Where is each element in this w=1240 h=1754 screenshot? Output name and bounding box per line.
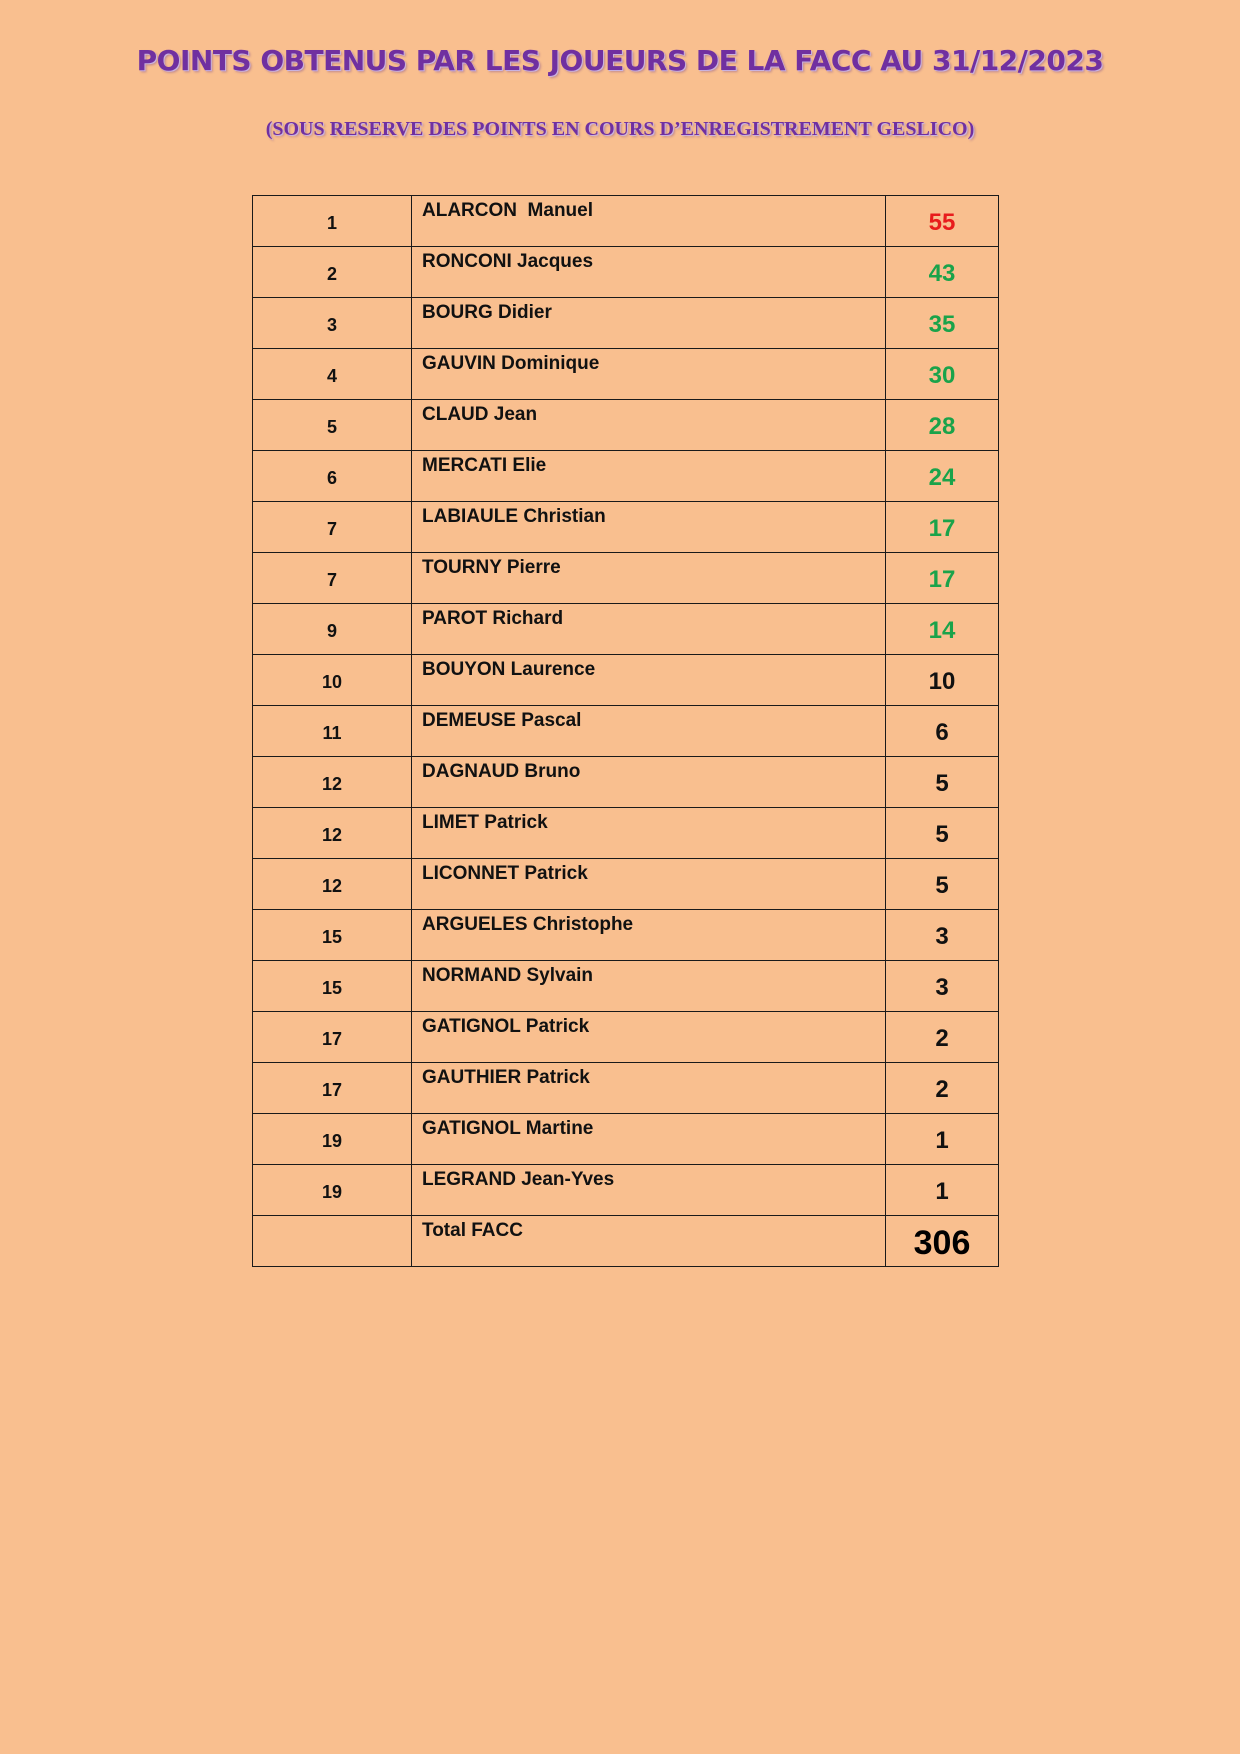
player-name-cell: LEGRAND Jean-Yves bbox=[412, 1165, 886, 1216]
total-label: Total FACC bbox=[412, 1216, 886, 1267]
player-name-cell: LIMET Patrick bbox=[412, 808, 886, 859]
rank-cell: 19 bbox=[253, 1114, 412, 1165]
table-row bbox=[253, 400, 999, 451]
player-name-cell: CLAUD Jean bbox=[412, 400, 886, 451]
player-name-cell: NORMAND Sylvain bbox=[412, 961, 886, 1012]
table-row bbox=[253, 1114, 999, 1165]
points-cell: 30 bbox=[886, 349, 999, 400]
table-row bbox=[253, 1063, 999, 1114]
points-cell: 35 bbox=[886, 298, 999, 349]
player-name-cell: DEMEUSE Pascal bbox=[412, 706, 886, 757]
points-cell: 24 bbox=[886, 451, 999, 502]
points-cell: 2 bbox=[886, 1012, 999, 1063]
player-name-cell: BOUYON Laurence bbox=[412, 655, 886, 706]
points-cell: 10 bbox=[886, 655, 999, 706]
rank-cell: 17 bbox=[253, 1063, 412, 1114]
points-cell: 5 bbox=[886, 859, 999, 910]
player-name-cell: GAUTHIER Patrick bbox=[412, 1063, 886, 1114]
points-cell: 6 bbox=[886, 706, 999, 757]
rank-cell: 12 bbox=[253, 757, 412, 808]
table-row bbox=[253, 553, 999, 604]
rank-cell: 5 bbox=[253, 400, 412, 451]
total-points: 306 bbox=[886, 1216, 999, 1267]
points-cell: 2 bbox=[886, 1063, 999, 1114]
table-row bbox=[253, 808, 999, 859]
table-row bbox=[253, 961, 999, 1012]
rank-cell: 2 bbox=[253, 247, 412, 298]
points-cell: 28 bbox=[886, 400, 999, 451]
points-cell: 14 bbox=[886, 604, 999, 655]
table-row bbox=[253, 451, 999, 502]
player-name-cell: DAGNAUD Bruno bbox=[412, 757, 886, 808]
table-row bbox=[253, 1165, 999, 1216]
table-row bbox=[253, 655, 999, 706]
rank-cell: 7 bbox=[253, 502, 412, 553]
points-cell: 1 bbox=[886, 1114, 999, 1165]
table-row bbox=[253, 1012, 999, 1063]
player-name-cell: GATIGNOL Martine bbox=[412, 1114, 886, 1165]
points-cell: 3 bbox=[886, 910, 999, 961]
rank-cell: 19 bbox=[253, 1165, 412, 1216]
rank-cell: 15 bbox=[253, 961, 412, 1012]
page-title: POINTS OBTENUS PAR LES JOUEURS DE LA FACC AU 31/12/2023 bbox=[136, 44, 1104, 77]
player-name-cell: LICONNET Patrick bbox=[412, 859, 886, 910]
table-row bbox=[253, 706, 999, 757]
player-name-cell: PAROT Richard bbox=[412, 604, 886, 655]
total-rank-cell bbox=[253, 1216, 412, 1267]
table-row bbox=[253, 196, 999, 247]
table-row bbox=[253, 604, 999, 655]
table-row bbox=[253, 757, 999, 808]
table-row bbox=[253, 859, 999, 910]
page-subtitle: (SOUS RESERVE DES POINTS EN COURS D’ENREGISTREMENT GESLICO) bbox=[265, 118, 975, 140]
total-row bbox=[253, 1216, 999, 1267]
rank-cell: 7 bbox=[253, 553, 412, 604]
rank-cell: 17 bbox=[253, 1012, 412, 1063]
player-name-cell: MERCATI Elie bbox=[412, 451, 886, 502]
points-cell: 17 bbox=[886, 553, 999, 604]
table-row bbox=[253, 910, 999, 961]
points-cell: 3 bbox=[886, 961, 999, 1012]
table-row bbox=[253, 247, 999, 298]
player-name-cell: BOURG Didier bbox=[412, 298, 886, 349]
rank-cell: 11 bbox=[253, 706, 412, 757]
points-cell: 5 bbox=[886, 808, 999, 859]
rank-cell: 4 bbox=[253, 349, 412, 400]
player-name-cell: GATIGNOL Patrick bbox=[412, 1012, 886, 1063]
points-cell: 55 bbox=[886, 196, 999, 247]
ranking-table bbox=[252, 195, 999, 1267]
rank-cell: 3 bbox=[253, 298, 412, 349]
points-cell: 5 bbox=[886, 757, 999, 808]
points-cell: 43 bbox=[886, 247, 999, 298]
player-name-cell: TOURNY Pierre bbox=[412, 553, 886, 604]
ranking-table-body bbox=[253, 196, 999, 1267]
points-cell: 17 bbox=[886, 502, 999, 553]
rank-cell: 6 bbox=[253, 451, 412, 502]
rank-cell: 15 bbox=[253, 910, 412, 961]
rank-cell: 1 bbox=[253, 196, 412, 247]
table-row bbox=[253, 349, 999, 400]
rank-cell: 12 bbox=[253, 808, 412, 859]
points-cell: 1 bbox=[886, 1165, 999, 1216]
player-name-cell: GAUVIN Dominique bbox=[412, 349, 886, 400]
player-name-cell: RONCONI Jacques bbox=[412, 247, 886, 298]
player-name-cell: LABIAULE Christian bbox=[412, 502, 886, 553]
rank-cell: 10 bbox=[253, 655, 412, 706]
table-row bbox=[253, 502, 999, 553]
rank-cell: 9 bbox=[253, 604, 412, 655]
table-row bbox=[253, 298, 999, 349]
player-name-cell: ARGUELES Christophe bbox=[412, 910, 886, 961]
rank-cell: 12 bbox=[253, 859, 412, 910]
player-name-cell: ALARCON Manuel bbox=[412, 196, 886, 247]
